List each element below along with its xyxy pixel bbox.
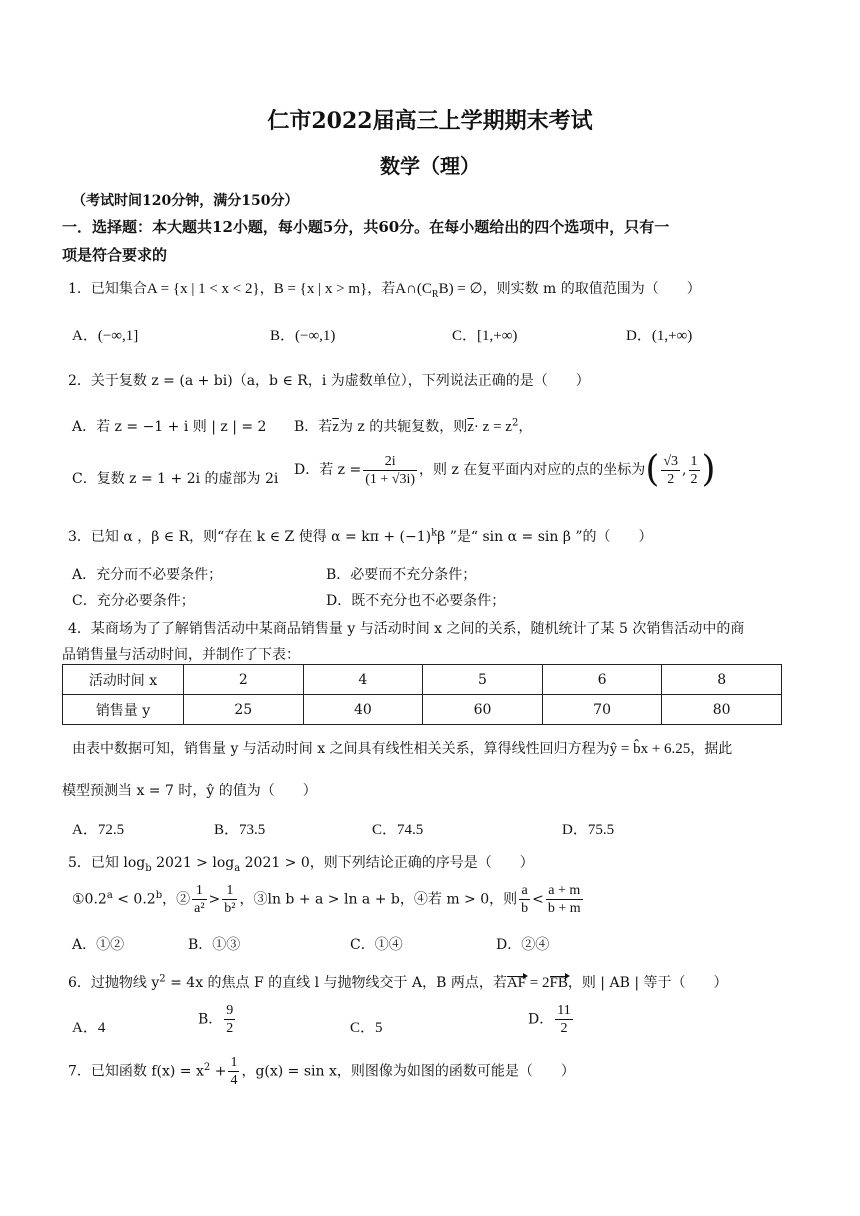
q2-optd-coord-x (661, 453, 680, 488)
q1-option-b: B．(−∞,1) (270, 328, 336, 344)
q6-stem-post: ，则 | AB | 等于（ ） (567, 975, 728, 991)
q1-set-b: B = {x | x > m} (273, 281, 368, 297)
table-cell: 25 (184, 695, 304, 725)
q5-item2-frac2 (222, 882, 237, 917)
q5-item1-pre: ①0.2 (72, 891, 107, 908)
q7-stem-sup: 2 (203, 1061, 211, 1073)
q5-item4-frac2-num: a + m (546, 882, 583, 900)
q4-regression-eq: ŷ = b̂x + 6.25 (609, 741, 691, 757)
q2-optd-den: (1 + √3i) (365, 471, 416, 487)
q4-option-b: B．73.5 (214, 822, 266, 838)
q5-item3: ，③ln b + a > ln a + b，④若 m > 0，则 (239, 891, 518, 908)
q4-option-c: C．74.5 (372, 822, 424, 838)
table-cell: 40 (303, 695, 423, 725)
q2-optb-pre: B．若 (294, 419, 333, 435)
q6-option-d (528, 1002, 575, 1037)
q1-cond-end: B) = ∅ (438, 281, 483, 297)
question-1-stem (68, 278, 701, 300)
table-row-header: 销售量 y (63, 695, 184, 725)
q5-item4-frac1-num: a (519, 882, 530, 900)
section-heading-line2: 项是符合要求的 (62, 246, 168, 264)
q2-optd-coord-x-den: 2 (667, 471, 675, 487)
q5-item4-lt: < (532, 891, 544, 908)
q2-optd-lparen: ( (645, 449, 660, 490)
q5-item2-frac2-num: 1 (222, 882, 237, 900)
q1-option-c: C．[1,+∞) (452, 328, 518, 344)
table-cell: 4 (303, 665, 423, 695)
q1-option-d: D．(1,+∞) (626, 328, 693, 344)
q2-optd-coord-y-den: 2 (690, 471, 698, 487)
q3-stem-sup: k (431, 527, 438, 539)
q6-option-c: C．5 (350, 1020, 383, 1036)
table-cell: 80 (662, 695, 782, 725)
q6-optb-pre: B． (198, 1011, 223, 1028)
q4-data-table (62, 664, 782, 725)
q5-item2-gt: > (208, 891, 221, 908)
q4-after-pre: 由表中数据可知，销售量 y 与活动时间 x 之间具有线性相关关系，算得线性回归方程为 (72, 741, 610, 757)
q1-comma: ， (259, 281, 274, 297)
q6-optb-den: 2 (226, 1021, 234, 1036)
q3-option-b: B．必要而不充分条件； (326, 567, 477, 583)
q7-frac-den: 4 (230, 1073, 238, 1088)
q2-option-c: C．复数 z = 1 + 2i 的虚部为 2i (72, 471, 279, 487)
q2-option-b (294, 416, 532, 436)
q1-cond-sub: R (431, 289, 439, 300)
q6-stem-mid: = 4x 的焦点 F 的直线 l 与抛物线交于 A，B 两点，若 (165, 975, 507, 991)
q6-option-b (198, 1002, 237, 1037)
q4-after-post: ，据此 (690, 741, 733, 757)
exam-info: （考试时间120分钟，满分150分） (72, 193, 299, 209)
q6-stem-sup: 2 (159, 973, 166, 985)
q2-option-d: D．若 z = $\frac{2i}{(1 + √3i)}$ ，则 z 在复平面内对应的点的坐标为( $\frac{√3}{2}$ , $\frac{1}{2}$ ) (294, 449, 716, 490)
q2-optb-mid: 为 z 的共轭复数，则 (338, 419, 468, 435)
q2-optb-conj: $\overline{z}$ (332, 419, 339, 435)
q5-item1-sup1: a (106, 889, 113, 901)
q7-stem-pre: 7．已知函数 f(x) = x (68, 1063, 204, 1080)
q3-option-d: D．既不充分也不必要条件； (326, 593, 506, 609)
section-heading-line1: 一．选择题：本大题共12小题，每小题5分，共60分。在每小题给出的四个选项中，只有一 (62, 218, 670, 236)
table-row (63, 665, 782, 695)
q5-option-b: B．①③ (188, 937, 241, 953)
question-6-stem (68, 972, 728, 992)
page-title: 仁市2022届高三上学期期末考试 (267, 108, 593, 134)
table-cell: 5 (423, 665, 543, 695)
q3-option-a: A．充分而不必要条件； (72, 567, 223, 583)
q3-stem-post: β ”是“ sin α = sin β ”的（ ） (437, 529, 653, 545)
q5-stem-sub1: b (145, 862, 152, 874)
q2-optd-num: 2i (363, 453, 417, 471)
q5-stem-sub2: a (234, 862, 241, 874)
q5-item4-frac2 (546, 882, 583, 917)
q4-after-line1 (72, 738, 732, 758)
q5-stem-mid: 2021 > log (151, 855, 235, 871)
q2-optd-rparen: ) (701, 449, 716, 490)
q6-optd-pre: D． (528, 1011, 554, 1028)
q5-item2-frac1-den: a² (194, 901, 205, 916)
question-4-stem-line2: 品销售量与活动时间，并制作了下表： (62, 647, 300, 663)
table-cell: 60 (423, 695, 543, 725)
q6-vector-af: AF (506, 975, 527, 991)
q5-item2-pre: ，② (162, 891, 191, 908)
q1-suffix: ，则实数 m 的取值范围为（ ） (482, 281, 701, 297)
question-4-stem-line1: 4．某商场为了了解销售活动中某商品销售量 y 与活动时间 x 之间的关系，随机统计了某 5 次销售活动中的商 (68, 621, 745, 637)
q7-frac-num: 1 (230, 1055, 238, 1070)
q5-items (72, 882, 585, 917)
q4-option-d: D．75.5 (562, 822, 615, 838)
q6-vector-fb: FB (549, 975, 568, 991)
q5-option-d: D．②④ (496, 937, 550, 953)
q5-option-a: A．①② (72, 937, 125, 953)
q7-stem-post: ，g(x) = sin x，则图像为如图的函数可能是（ ） (241, 1063, 575, 1080)
q2-optd-coord-x-num: √3 (663, 453, 679, 469)
table-cell: 8 (662, 665, 782, 695)
q1-option-a: A．(−∞,1] (72, 328, 139, 344)
q2-optd-post: ，则 z 在复平面内对应的点的坐标为 (419, 462, 646, 478)
q2-optd-coord-y (689, 453, 700, 488)
q2-optb-expr: · z = z (473, 419, 512, 435)
q5-item4-frac1-den: b (521, 901, 529, 916)
q7-frac (228, 1054, 239, 1089)
page-subtitle: 数学（理） (380, 154, 480, 178)
q4-after-line2: 模型预测当 x = 7 时，ŷ 的值为（ ） (62, 783, 317, 799)
table-cell: 2 (184, 665, 304, 695)
q2-optd-pre: D．若 z = (294, 462, 362, 478)
q6-optb-frac (224, 1002, 235, 1037)
question-2-stem: 2．关于复数 z = (a + bi)（a，b ∈ R，i 为虚数单位），下列说法正确的是（ ） (68, 373, 590, 389)
question-7-stem (68, 1054, 575, 1089)
table-cell: 70 (542, 695, 662, 725)
q2-optb-post: ， (518, 419, 533, 435)
q1-condition (395, 281, 483, 300)
q3-stem-pre: 3．已知 α ，β ∈ R，则“存在 k ∈ Z 使得 α = kπ + (−1) (68, 529, 432, 545)
table-cell: 6 (542, 665, 662, 695)
q2-option-a: A．若 z = −1 + i 则 | z | = 2 (72, 419, 267, 435)
q5-item4-frac1 (519, 882, 530, 917)
q6-optd-frac (555, 1002, 572, 1037)
question-5-stem (68, 852, 534, 874)
q5-stem-pre: 5．已知 log (68, 855, 146, 871)
q5-stem-post: 2021 > 0，则下列结论正确的序号是（ ） (240, 855, 534, 871)
q6-option-a: A．4 (72, 1020, 106, 1036)
q1-set-a: A = {x | 1 < x < 2} (146, 281, 260, 297)
q1-cond-main: A∩(C (395, 281, 432, 297)
q3-option-c: C．充分必要条件； (72, 593, 195, 609)
q5-item2-frac2-den: b² (224, 901, 236, 916)
q1-cond-prefix: ，若 (367, 281, 396, 297)
q7-stem-plus: + (210, 1063, 227, 1080)
q2-optb-sup: 2 (511, 417, 519, 429)
q5-item2-frac1-num: 1 (192, 882, 206, 900)
q6-eq: = 2 (526, 975, 550, 991)
q5-item1-mid: < 0.2 (112, 891, 156, 908)
q6-optd-num: 11 (557, 1003, 571, 1018)
q2-optb-conj2: $\overline{z}$ (467, 419, 474, 435)
q1-prefix: 1．已知集合 (68, 281, 147, 297)
q2-optd-coord-y-num: 1 (690, 453, 698, 469)
q6-optb-num: 9 (226, 1003, 234, 1018)
table-row (63, 695, 782, 725)
q6-stem-pre: 6．过抛物线 y (68, 975, 160, 991)
q2-optd-frac (363, 453, 417, 488)
table-row-header: 活动时间 x (63, 665, 184, 695)
q5-item4-frac2-den: b + m (547, 901, 581, 916)
q5-option-c: C．①④ (350, 937, 403, 953)
q5-item1-sup2: b (155, 889, 163, 901)
q6-optd-den: 2 (560, 1021, 568, 1036)
q5-item2-frac1 (192, 882, 206, 917)
q4-option-a: A．72.5 (72, 822, 125, 838)
question-3-stem (68, 526, 653, 546)
